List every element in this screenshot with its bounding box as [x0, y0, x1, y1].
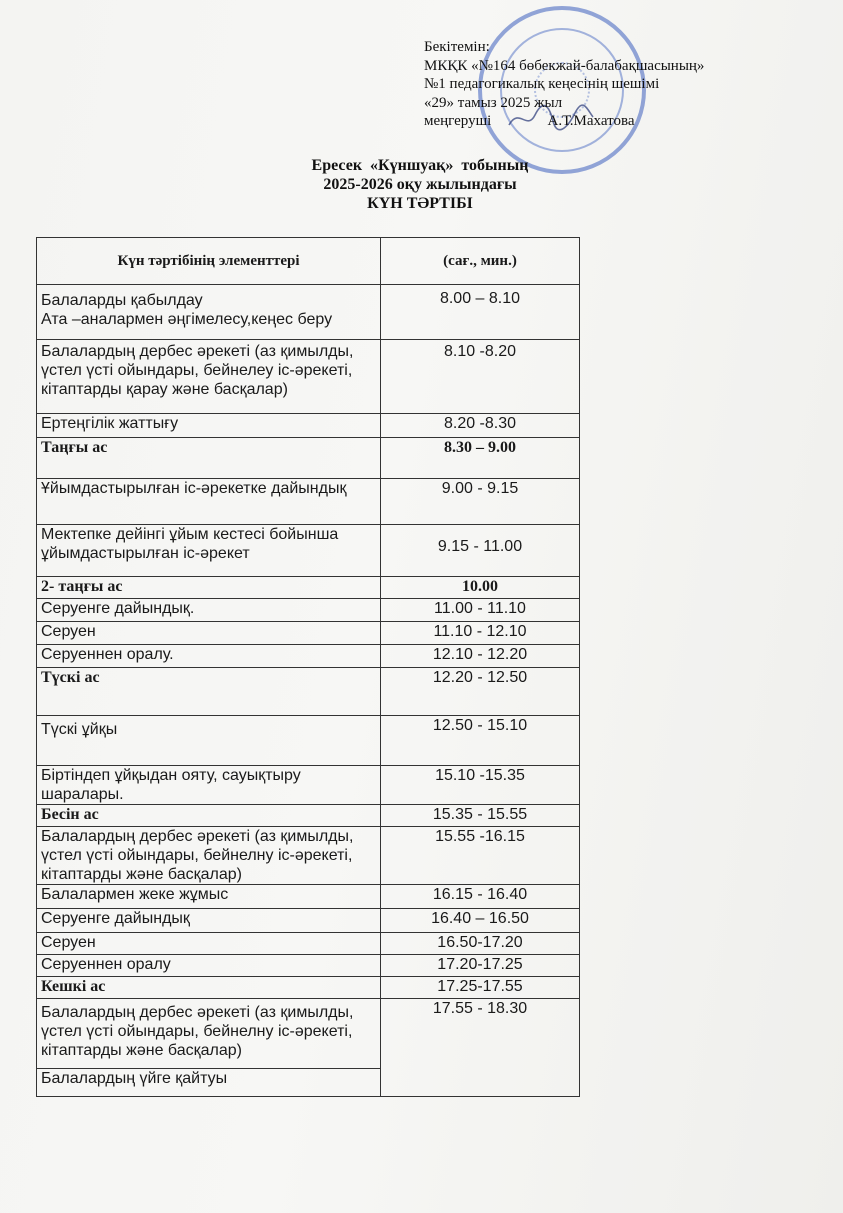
approval-line: МКҚК «№164 бөбекжай-балабақшасының» [424, 57, 705, 74]
table-row [37, 479, 580, 525]
time-cell: 8.10 -8.20 [381, 340, 580, 414]
table-row [37, 577, 580, 599]
time-cell: 12.50 - 15.10 [381, 716, 580, 766]
activity-cell: Серуеннен оралу. [37, 645, 381, 668]
table-row [37, 285, 580, 340]
title-line-main: КҮН ТӘРТІБІ [367, 195, 473, 212]
approval-line: «29» тамыз 2025 жыл [424, 94, 563, 111]
table-row [37, 622, 580, 645]
table-row [37, 977, 580, 999]
activity-cell: Балалармен жеке жұмыс [37, 885, 381, 909]
approval-line: №1 педагогикалық кеңесінің шешімі [424, 76, 660, 92]
activity-cell: Балалардың дербес әрекеті (аз қимылды, үстел үсті ойындары, бейнелну іс-әрекеті, кітаптарды және басқалар) [37, 999, 381, 1069]
time-cell: 11.10 - 12.10 [381, 622, 580, 645]
time-cell: 15.55 -16.15 [381, 827, 580, 885]
table-row [37, 885, 580, 909]
activity-cell: 2- таңғы ас [37, 577, 381, 599]
table-row [37, 438, 580, 479]
approval-line: меңгеруші А.Т.Махатова [424, 113, 635, 129]
document-title [200, 156, 640, 213]
time-cell: 8.00 – 8.10 [381, 285, 580, 340]
table-row [37, 805, 580, 827]
table-row [37, 766, 580, 805]
activity-cell: Түскі ас [37, 668, 381, 716]
table-row [37, 668, 580, 716]
time-cell: 17.55 - 18.30 [381, 999, 580, 1097]
activity-cell: Балаларды қабылдау Ата –аналармен әңгімелесу,кеңес беру [37, 285, 381, 340]
title-line-year: 2025-2026 оқу жылындағы [323, 176, 517, 193]
table-row [37, 827, 580, 885]
table-row [37, 716, 580, 766]
activity-cell: Серуенге дайындық. [37, 599, 381, 622]
activity-cell: Балалардың дербес әрекеті (аз қимылды, үстел үсті ойындары, бейнелну іс-әрекеті, кітаптарды және басқалар) [37, 827, 381, 885]
time-cell: 16.15 - 16.40 [381, 885, 580, 909]
time-cell: 16.50-17.20 [381, 933, 580, 955]
time-cell: 17.20-17.25 [381, 955, 580, 977]
time-cell: 16.40 – 16.50 [381, 909, 580, 933]
table-row [37, 999, 580, 1069]
header-time: (сағ., мин.) [381, 238, 580, 285]
time-cell: 9.15 - 11.00 [381, 525, 580, 577]
table-row [37, 955, 580, 977]
approval-line: Бекітемін: [424, 39, 490, 55]
table-row [37, 909, 580, 933]
time-cell: 9.00 - 9.15 [381, 479, 580, 525]
time-cell: 11.00 - 11.10 [381, 599, 580, 622]
activity-cell: Бесін ас [37, 805, 381, 827]
table-row [37, 933, 580, 955]
time-cell: 15.35 - 15.55 [381, 805, 580, 827]
table-header-row [37, 238, 580, 285]
time-cell: 15.10 -15.35 [381, 766, 580, 805]
activity-cell: Ұйымдастырылған іс-әрекетке дайындық [37, 479, 381, 525]
table-row [37, 599, 580, 622]
title-line-group: Ересек «Күншуақ» тобының [311, 157, 529, 174]
time-cell: 12.20 - 12.50 [381, 668, 580, 716]
time-cell: 17.25-17.55 [381, 977, 580, 999]
table-row [37, 645, 580, 668]
time-cell: 8.20 -8.30 [381, 414, 580, 438]
table-row [37, 414, 580, 438]
activity-cell: Кешкі ас [37, 977, 381, 999]
approval-block [424, 38, 824, 131]
activity-cell: Балалардың дербес әрекеті (аз қимылды, үстел үсті ойындары, бейнелеу іс-әрекеті, кітаптарды қарау және басқалар) [37, 340, 381, 414]
schedule-table [36, 237, 580, 1097]
time-cell: 10.00 [381, 577, 580, 599]
activity-cell: Түскі ұйқы [37, 716, 381, 766]
activity-cell: Мектепке дейінгі ұйым кестесі бойынша ұйымдастырылған іс-әрекет [37, 525, 381, 577]
activity-cell: Біртіндеп ұйқыдан ояту, сауықтыру шаралары. [37, 766, 381, 805]
time-cell: 12.10 - 12.20 [381, 645, 580, 668]
time-cell: 8.30 – 9.00 [381, 438, 580, 479]
header-activity: Күн тәртібінің элементтері [37, 238, 381, 285]
activity-cell: Серуен [37, 622, 381, 645]
activity-cell: Серуеннен оралу [37, 955, 381, 977]
activity-cell: Балалардың үйге қайтуы [37, 1069, 381, 1097]
activity-cell: Ертеңгілік жаттығу [37, 414, 381, 438]
activity-cell: Таңғы ас [37, 438, 381, 479]
table-row [37, 525, 580, 577]
activity-cell: Серуенге дайындық [37, 909, 381, 933]
table-row [37, 340, 580, 414]
activity-cell: Серуен [37, 933, 381, 955]
